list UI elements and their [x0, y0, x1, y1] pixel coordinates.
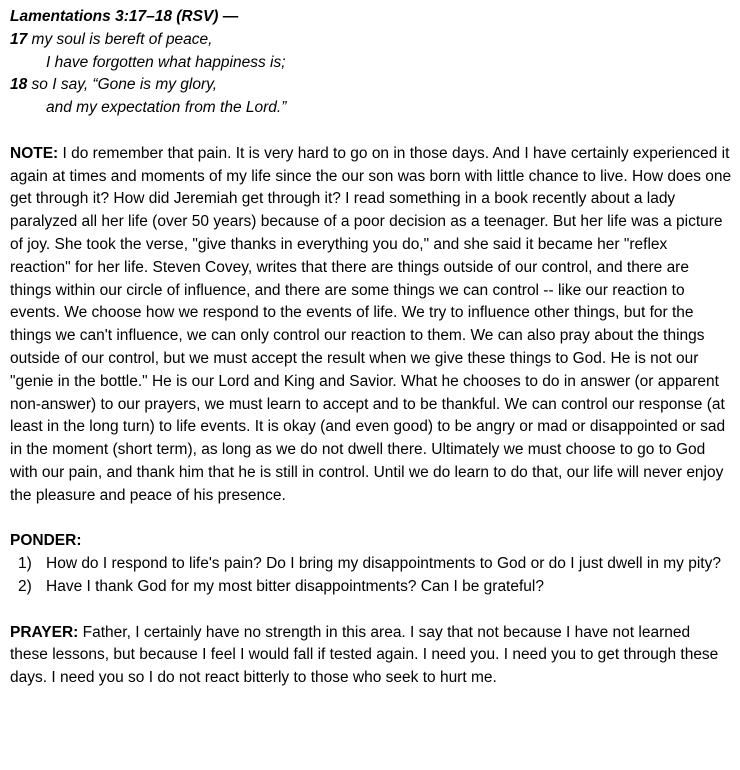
list-item	[10, 553, 732, 576]
scripture-line-3	[10, 74, 732, 97]
verse-text: so I say, “Gone is my glory,	[27, 76, 218, 94]
list-item	[10, 576, 732, 599]
prayer-label: PRAYER:	[10, 623, 79, 641]
verse-number: 18	[10, 76, 28, 94]
verse-text: and my expectation from the Lord.”	[46, 99, 287, 117]
scripture-line-1	[10, 29, 732, 52]
scripture-reference: Lamentations 3:17–18 (RSV) —	[10, 8, 239, 25]
note-text: I do remember that pain. It is very hard to go on in those days. And I have certainly experienced it again at times and moments of my life since the our son was born with little chance to live. How does one get through it? How did Jeremiah get through it? I read something in a book recently about a lady paralyzed all her life (over 50 years) because of a poor decision as a teenager. But her life was a picture of joy. She took the verse, "give thanks in everything you do," and she said it became her "reflex reaction" for her life. Steven Covey, writes that there are things outside of our control, and there are things within our circle of influence, and there are some things we can control -- like our reaction to events. We choose how we respond to the events of life. We try to influence other things, but for the things we can't influence, we can only control our reaction to them. We can also pray about the things outside of our control, but we must accept the result when we give these things to God. He is not our "genie in the bottle." He is our Lord and King and Savior. What he chooses to do in answer (or apparent non-answer) to our prayers, we must learn to accept and to be thankful. We can control our response (at least in the long turn) to life events. It is okay (and even good) to be angry or mad or disappointed or sad in the moment (short term), as long as we do not dwell there. Ultimately we must choose to go to God with our pain, and thank him that he is still in control. Until we do learn to do that, our life will never enjoy the pleasure and peace of his presence.	[10, 144, 732, 504]
verse-text: my soul is bereft of peace,	[27, 30, 213, 48]
note-label: NOTE:	[10, 144, 59, 162]
ponder-list	[10, 553, 732, 599]
note-paragraph	[10, 143, 732, 508]
ponder-label: PONDER:	[10, 532, 82, 550]
prayer-text: Father, I certainly have no strength in this area. I say that not because I have not learned these lessons, but because I feel I would fall if tested again. I need you. I need you to get through these days. I need you so I do not react bitterly to those who seek to hurt me.	[10, 623, 719, 687]
list-item-number: 1)	[18, 555, 32, 573]
verse-number: 17	[10, 30, 28, 48]
scripture-passage	[10, 6, 732, 120]
list-item-text: Have I thank God for my most bitter disappointments? Can I be grateful?	[46, 577, 544, 595]
scripture-line-2	[10, 52, 732, 75]
ponder-section	[10, 530, 732, 598]
list-item-text: How do I respond to life's pain? Do I bring my disappointments to God or do I just dwell in my pity?	[46, 555, 721, 573]
verse-text: I have forgotten what happiness is;	[46, 53, 286, 71]
list-item-number: 2)	[18, 577, 32, 595]
prayer-paragraph	[10, 622, 732, 690]
scripture-line-4	[10, 97, 732, 120]
